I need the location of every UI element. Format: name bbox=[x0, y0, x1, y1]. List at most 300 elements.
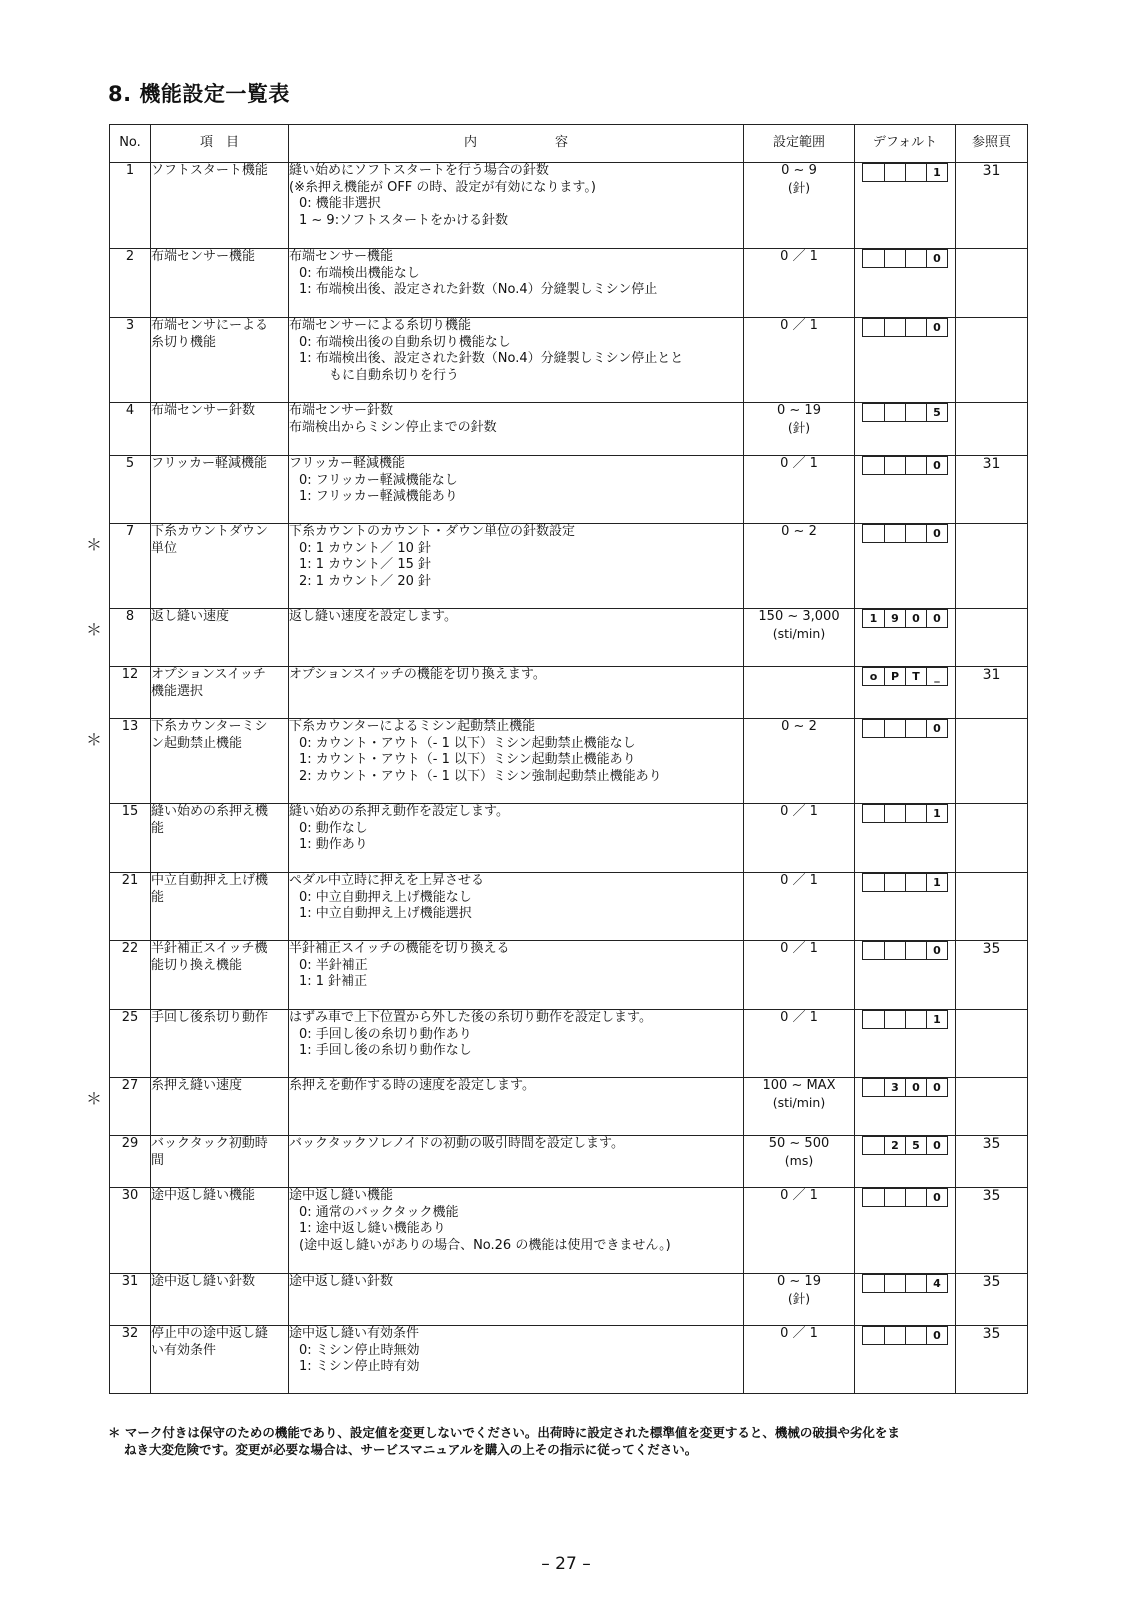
range-line: 0 ／ 1 bbox=[780, 456, 818, 471]
default-display bbox=[862, 667, 948, 686]
content-line: 1: 中立自動押え上げ機能選択 bbox=[299, 906, 472, 921]
item-line: 機能選択 bbox=[151, 683, 204, 699]
row-setting-range bbox=[744, 1136, 855, 1188]
row-content bbox=[289, 403, 744, 456]
content-line: 1: 1 カウント／ 15 針 bbox=[299, 557, 431, 572]
row-default-value bbox=[855, 1326, 956, 1394]
default-display bbox=[862, 804, 948, 823]
content-line: 縫い始めの糸押え動作を設定します。 bbox=[289, 804, 509, 819]
row-default-value bbox=[855, 1010, 956, 1078]
row-default-value bbox=[855, 163, 956, 249]
content-line: 途中返し縫い有効条件 bbox=[289, 1326, 420, 1341]
display-digit bbox=[905, 720, 926, 737]
range-line: 0 ／ 1 bbox=[780, 1010, 818, 1025]
display-digit bbox=[863, 319, 884, 336]
default-display bbox=[862, 318, 948, 337]
row-item-name bbox=[151, 1136, 289, 1188]
default-display bbox=[862, 1326, 948, 1345]
range-line: 0 ／ 1 bbox=[780, 941, 818, 956]
content-line: もに自動糸切りを行う bbox=[329, 367, 460, 383]
row-number: 4 bbox=[110, 403, 151, 456]
table-row bbox=[110, 163, 1028, 249]
row-content bbox=[289, 804, 744, 873]
row-number: 1 bbox=[110, 163, 151, 249]
row-default-value bbox=[855, 941, 956, 1010]
default-display bbox=[862, 719, 948, 738]
display-digit: 0 bbox=[926, 457, 947, 474]
display-digit bbox=[863, 250, 884, 267]
footnote-line-1: ＊ マーク付きは保守のための機能であり、設定値を変更しないでください。出荷時に設定された標準値を変更すると、機械の破損や劣化をま bbox=[108, 1425, 900, 1440]
item-line: 下糸カウントダウン bbox=[151, 524, 269, 539]
range-line: 0 ／ 1 bbox=[780, 1326, 818, 1341]
display-digit bbox=[905, 874, 926, 891]
display-digit: 1 bbox=[926, 1011, 947, 1028]
display-digit: 5 bbox=[905, 1137, 926, 1154]
page-title: 8. 機能設定一覧表 bbox=[108, 82, 290, 106]
content-line: 1: 布端検出後、設定された針数（No.4）分縫製しミシン停止 bbox=[299, 282, 658, 297]
content-line: 0: 動作なし bbox=[299, 820, 368, 836]
table-row bbox=[110, 1010, 1028, 1078]
display-digit bbox=[863, 805, 884, 822]
content-line: 0: 布端検出機能なし bbox=[299, 265, 420, 281]
display-digit: 5 bbox=[926, 404, 947, 421]
item-line: 単位 bbox=[151, 540, 178, 556]
row-default-value bbox=[855, 1136, 956, 1188]
display-digit: 2 bbox=[884, 1137, 905, 1154]
row-number: 2 bbox=[110, 249, 151, 318]
row-item-name bbox=[151, 1078, 289, 1136]
row-content bbox=[289, 249, 744, 318]
item-line: 能 bbox=[151, 889, 165, 905]
item-line: 糸押え縫い速度 bbox=[151, 1078, 243, 1093]
maintenance-star-mark: ＊ bbox=[86, 729, 103, 749]
table-row bbox=[110, 719, 1028, 804]
item-line: 下糸カウンターミシ bbox=[151, 719, 268, 734]
row-content bbox=[289, 1326, 744, 1394]
row-item-name bbox=[151, 667, 289, 719]
item-line: 布端センサー針数 bbox=[151, 403, 256, 418]
content-line: 下糸カウントのカウント・ダウン単位の針数設定 bbox=[289, 524, 576, 539]
content-line: 0: 通常のバックタック機能 bbox=[299, 1204, 459, 1220]
row-content bbox=[289, 719, 744, 804]
table-row bbox=[110, 804, 1028, 873]
content-line: 0: 布端検出後の自動糸切り機能なし bbox=[299, 334, 511, 350]
content-line: (途中返し縫いがありの場合、No.26 の機能は使用できません。) bbox=[299, 1237, 671, 1253]
row-item-name bbox=[151, 804, 289, 873]
maintenance-star-mark: ＊ bbox=[86, 1088, 103, 1108]
content-line: 0: カウント・アウト（- 1 以下）ミシン起動禁止機能なし bbox=[299, 735, 636, 751]
content-line: 2: カウント・アウト（- 1 以下）ミシン強制起動禁止機能あり bbox=[299, 768, 662, 784]
row-item-name bbox=[151, 941, 289, 1010]
row-setting-range bbox=[744, 1326, 855, 1394]
content-line: 1: フリッカー軽減機能あり bbox=[299, 489, 458, 504]
display-digit bbox=[884, 874, 905, 891]
display-digit: 0 bbox=[926, 525, 947, 542]
item-line: 停止中の途中返し縫 bbox=[151, 1326, 269, 1341]
display-digit bbox=[884, 1189, 905, 1206]
row-reference-page bbox=[956, 249, 1028, 318]
display-digit: 0 bbox=[926, 720, 947, 737]
row-content bbox=[289, 1136, 744, 1188]
function-settings-table bbox=[109, 124, 1028, 1394]
row-reference-page bbox=[956, 873, 1028, 941]
display-digit bbox=[884, 805, 905, 822]
row-setting-range bbox=[744, 524, 855, 609]
content-line: 1: 布端検出後、設定された針数（No.4）分縫製しミシン停止とと bbox=[299, 351, 684, 366]
display-digit: 0 bbox=[926, 1189, 947, 1206]
content-line: 1: 動作あり bbox=[299, 837, 368, 852]
default-display bbox=[862, 456, 948, 475]
row-item-name bbox=[151, 1188, 289, 1274]
default-display bbox=[862, 1274, 948, 1293]
item-line: バックタック初動時 bbox=[151, 1136, 268, 1151]
range-line: 0 ／ 1 bbox=[780, 873, 818, 888]
table-row bbox=[110, 456, 1028, 524]
display-digit bbox=[905, 1189, 926, 1206]
row-content bbox=[289, 1010, 744, 1078]
display-digit: _ bbox=[926, 668, 947, 685]
display-digit bbox=[863, 404, 884, 421]
row-default-value bbox=[855, 1274, 956, 1326]
row-item-name bbox=[151, 1326, 289, 1394]
range-line: 150 ~ 3,000 bbox=[758, 609, 840, 624]
display-digit: 0 bbox=[926, 610, 947, 627]
display-digit: T bbox=[905, 668, 926, 685]
row-reference-page: 35 bbox=[956, 1136, 1028, 1188]
row-item-name bbox=[151, 1274, 289, 1326]
item-line: 能 bbox=[151, 820, 165, 836]
display-digit bbox=[863, 1011, 884, 1028]
header-range: 設定範囲 bbox=[744, 125, 855, 163]
display-digit: 0 bbox=[926, 1137, 947, 1154]
table-row bbox=[110, 1136, 1028, 1188]
range-line: (針) bbox=[787, 1290, 811, 1306]
page-number: – 27 – bbox=[541, 1554, 591, 1574]
display-digit bbox=[905, 250, 926, 267]
display-digit bbox=[905, 319, 926, 336]
row-number: 22 bbox=[110, 941, 151, 1010]
row-number: 3 bbox=[110, 318, 151, 403]
row-setting-range bbox=[744, 609, 855, 667]
display-digit: 0 bbox=[905, 1079, 926, 1096]
row-default-value bbox=[855, 524, 956, 609]
range-line: 0 ／ 1 bbox=[780, 249, 818, 264]
display-digit: 0 bbox=[926, 250, 947, 267]
range-line: (sti/min) bbox=[772, 1094, 826, 1110]
row-item-name bbox=[151, 163, 289, 249]
content-line: 布端センサー機能 bbox=[289, 249, 394, 264]
display-digit: o bbox=[869, 670, 878, 683]
content-line: 半針補正スイッチの機能を切り換える bbox=[289, 941, 510, 956]
display-digit bbox=[884, 1275, 905, 1292]
default-display bbox=[862, 403, 948, 422]
content-line: オプションスイッチの機能を切り換えます。 bbox=[289, 667, 546, 682]
range-line: 100 ~ MAX bbox=[762, 1078, 836, 1093]
row-content bbox=[289, 941, 744, 1010]
range-line: 50 ~ 500 bbox=[768, 1136, 830, 1151]
row-default-value bbox=[855, 873, 956, 941]
table-row bbox=[110, 1188, 1028, 1274]
display-digit: 3 bbox=[884, 1079, 905, 1096]
header-item: 項 目 bbox=[151, 125, 289, 163]
content-line: 0: フリッカー軽減機能なし bbox=[299, 472, 458, 488]
row-item-name bbox=[151, 456, 289, 524]
display-digit bbox=[905, 525, 926, 542]
display-digit: 1 bbox=[926, 164, 947, 181]
content-line: 1: ミシン停止時有効 bbox=[299, 1359, 420, 1374]
display-digit bbox=[884, 319, 905, 336]
display-digit bbox=[905, 1275, 926, 1292]
row-setting-range bbox=[744, 456, 855, 524]
row-default-value bbox=[855, 318, 956, 403]
row-number: 25 bbox=[110, 1010, 151, 1078]
row-item-name bbox=[151, 524, 289, 609]
range-line: 0 ~ 2 bbox=[781, 719, 817, 734]
item-line: フリッカー軽減機能 bbox=[151, 456, 267, 471]
row-default-value bbox=[855, 804, 956, 873]
range-line: 0 ／ 1 bbox=[780, 804, 818, 819]
row-item-name bbox=[151, 873, 289, 941]
row-content bbox=[289, 1188, 744, 1274]
row-setting-range bbox=[744, 873, 855, 941]
item-line: 布端センサにーよる bbox=[151, 318, 269, 333]
content-line: はずみ車で上下位置から外した後の糸切り動作を設定します。 bbox=[289, 1010, 652, 1025]
display-digit bbox=[905, 457, 926, 474]
header-ref: 参照頁 bbox=[956, 125, 1028, 163]
row-reference-page bbox=[956, 318, 1028, 403]
display-digit: 1 bbox=[926, 874, 947, 891]
row-reference-page: 35 bbox=[956, 1326, 1028, 1394]
display-digit bbox=[884, 1327, 905, 1344]
row-reference-page bbox=[956, 1010, 1028, 1078]
item-line: 返し縫い速度 bbox=[151, 609, 230, 624]
row-setting-range bbox=[744, 804, 855, 873]
display-digit: 0 bbox=[926, 1327, 947, 1344]
row-default-value bbox=[855, 667, 956, 719]
content-line: 糸押えを動作する時の速度を設定します。 bbox=[289, 1078, 535, 1093]
display-digit bbox=[884, 942, 905, 959]
display-digit: 4 bbox=[926, 1275, 947, 1292]
row-item-name bbox=[151, 318, 289, 403]
default-display bbox=[862, 249, 948, 268]
table-row bbox=[110, 873, 1028, 941]
row-setting-range bbox=[744, 1188, 855, 1274]
header-default: デフォルト bbox=[855, 125, 956, 163]
item-line: 布端センサー機能 bbox=[151, 249, 256, 264]
row-reference-page: 35 bbox=[956, 941, 1028, 1010]
footnote-line-2: ねき大変危険です。変更が必要な場合は、サービスマニュアルを購入の上その指示に従ってください。 bbox=[124, 1442, 698, 1457]
display-digit bbox=[863, 457, 884, 474]
row-reference-page bbox=[956, 609, 1028, 667]
row-content bbox=[289, 456, 744, 524]
row-setting-range bbox=[744, 941, 855, 1010]
row-setting-range bbox=[744, 163, 855, 249]
row-reference-page bbox=[956, 719, 1028, 804]
table-row bbox=[110, 249, 1028, 318]
item-line: 途中返し縫い機能 bbox=[151, 1188, 256, 1203]
row-content bbox=[289, 318, 744, 403]
content-line: フリッカー軽減機能 bbox=[289, 456, 405, 471]
content-line: 布端センサー針数 bbox=[289, 403, 394, 418]
range-line: 0 ~ 19 bbox=[777, 403, 821, 418]
content-line: バックタックソレノイドの初動の吸引時間を設定します。 bbox=[289, 1136, 625, 1151]
content-line: 1: カウント・アウト（- 1 以下）ミシン起動禁止機能あり bbox=[299, 752, 636, 767]
content-line: 0: 手回し後の糸切り動作あり bbox=[299, 1026, 472, 1042]
table-row bbox=[110, 318, 1028, 403]
row-setting-range bbox=[744, 667, 855, 719]
row-number: 13 bbox=[110, 719, 151, 804]
row-content bbox=[289, 524, 744, 609]
display-digit bbox=[905, 404, 926, 421]
item-line: ン起動禁止機能 bbox=[151, 735, 243, 751]
row-reference-page bbox=[956, 804, 1028, 873]
row-reference-page bbox=[956, 403, 1028, 456]
display-digit bbox=[884, 457, 905, 474]
content-line: (※糸押え機能が OFF の時、設定が有効になります。) bbox=[289, 179, 596, 195]
item-line: 糸切り機能 bbox=[151, 334, 217, 350]
display-digit: 0 bbox=[905, 610, 926, 627]
display-digit: 0 bbox=[926, 319, 947, 336]
row-reference-page bbox=[956, 1078, 1028, 1136]
item-line: 途中返し縫い針数 bbox=[151, 1274, 256, 1289]
row-reference-page: 35 bbox=[956, 1274, 1028, 1326]
display-digit bbox=[905, 1327, 926, 1344]
row-number: 32 bbox=[110, 1326, 151, 1394]
display-digit bbox=[863, 942, 884, 959]
row-setting-range bbox=[744, 318, 855, 403]
content-line: 0: 中立自動押え上げ機能なし bbox=[299, 889, 472, 905]
display-digit bbox=[884, 250, 905, 267]
table-row bbox=[110, 667, 1028, 719]
row-number: 15 bbox=[110, 804, 151, 873]
content-line: 下糸カウンターによるミシン起動禁止機能 bbox=[289, 719, 536, 734]
item-line: 縫い始めの糸押え機 bbox=[151, 804, 269, 819]
row-number: 31 bbox=[110, 1274, 151, 1326]
default-display bbox=[862, 1078, 948, 1097]
display-digit bbox=[884, 1011, 905, 1028]
content-line: 1: 途中返し縫い機能あり bbox=[299, 1221, 446, 1236]
range-line: (ms) bbox=[784, 1152, 814, 1168]
row-reference-page: 35 bbox=[956, 1188, 1028, 1274]
row-item-name bbox=[151, 719, 289, 804]
range-line: (sti/min) bbox=[772, 625, 826, 641]
row-default-value bbox=[855, 1078, 956, 1136]
content-line: ペダル中立時に押えを上昇させる bbox=[289, 873, 485, 888]
row-reference-page: 31 bbox=[956, 163, 1028, 249]
content-line: 縫い始めにソフトスタートを行う場合の針数 bbox=[289, 163, 549, 178]
display-digit: 0 bbox=[926, 942, 947, 959]
table-row bbox=[110, 609, 1028, 667]
display-digit bbox=[884, 525, 905, 542]
range-line: 0 ／ 1 bbox=[780, 318, 818, 333]
content-line: 0: 機能非選択 bbox=[299, 196, 381, 211]
default-display bbox=[862, 163, 948, 182]
content-line: 1: 手回し後の糸切り動作なし bbox=[299, 1043, 472, 1058]
display-digit bbox=[884, 404, 905, 421]
row-number: 30 bbox=[110, 1188, 151, 1274]
display-digit bbox=[884, 164, 905, 181]
display-digit bbox=[884, 720, 905, 737]
table-row bbox=[110, 1326, 1028, 1394]
row-reference-page bbox=[956, 524, 1028, 609]
row-content bbox=[289, 667, 744, 719]
display-digit: 1 bbox=[926, 805, 947, 822]
display-digit bbox=[863, 874, 884, 891]
display-digit bbox=[863, 720, 884, 737]
row-setting-range bbox=[744, 249, 855, 318]
range-line: 0 ~ 2 bbox=[781, 524, 817, 539]
row-default-value bbox=[855, 456, 956, 524]
default-display bbox=[862, 941, 948, 960]
row-item-name bbox=[151, 609, 289, 667]
range-line: 0 ／ 1 bbox=[780, 1188, 818, 1203]
display-digit: 0 bbox=[926, 1079, 947, 1096]
row-content bbox=[289, 1274, 744, 1326]
table-row bbox=[110, 403, 1028, 456]
item-line: 能切り換え機能 bbox=[151, 957, 243, 973]
display-digit bbox=[863, 164, 884, 181]
row-default-value bbox=[855, 249, 956, 318]
display-digit bbox=[905, 1011, 926, 1028]
range-line: 0 ~ 19 bbox=[777, 1274, 821, 1289]
display-digit bbox=[863, 1189, 884, 1206]
table-row bbox=[110, 524, 1028, 609]
content-line: 0: 1 カウント／ 10 針 bbox=[299, 540, 431, 556]
row-setting-range bbox=[744, 403, 855, 456]
display-digit bbox=[863, 1079, 884, 1096]
row-reference-page: 31 bbox=[956, 456, 1028, 524]
row-item-name bbox=[151, 1010, 289, 1078]
default-display bbox=[862, 1188, 948, 1207]
item-line: 半針補正スイッチ機 bbox=[151, 941, 268, 956]
row-number: 8 bbox=[110, 609, 151, 667]
table-header-row bbox=[110, 125, 1028, 163]
default-display bbox=[862, 609, 948, 628]
row-number: 7 bbox=[110, 524, 151, 609]
row-number: 27 bbox=[110, 1078, 151, 1136]
content-line: 0: 半針補正 bbox=[299, 957, 368, 973]
default-display bbox=[862, 873, 948, 892]
row-default-value bbox=[855, 719, 956, 804]
item-line: オプションスイッチ bbox=[151, 667, 266, 682]
default-display bbox=[862, 524, 948, 543]
display-digit bbox=[863, 1137, 884, 1154]
row-content bbox=[289, 163, 744, 249]
row-number: 12 bbox=[110, 667, 151, 719]
item-line: ソフトスタート機能 bbox=[151, 163, 268, 178]
item-line: 中立自動押え上げ機 bbox=[151, 873, 269, 888]
row-item-name bbox=[151, 249, 289, 318]
content-line: 布端検出からミシン停止までの針数 bbox=[289, 419, 497, 435]
table-row bbox=[110, 1274, 1028, 1326]
content-line: 1: 1 針補正 bbox=[299, 974, 368, 989]
header-no: No. bbox=[110, 125, 151, 163]
content-line: 途中返し縫い針数 bbox=[289, 1274, 394, 1289]
content-line: 途中返し縫い機能 bbox=[289, 1188, 394, 1203]
row-default-value bbox=[855, 403, 956, 456]
table-row bbox=[110, 941, 1028, 1010]
content-line: 返し縫い速度を設定します。 bbox=[289, 609, 457, 624]
content-line: 0: ミシン停止時無効 bbox=[299, 1342, 420, 1358]
header-content: 内 容 bbox=[289, 125, 744, 163]
row-reference-page: 31 bbox=[956, 667, 1028, 719]
display-digit: 1 bbox=[869, 612, 878, 625]
row-content bbox=[289, 609, 744, 667]
row-setting-range bbox=[744, 719, 855, 804]
content-line: 1 ~ 9:ソフトスタートをかける針数 bbox=[299, 212, 508, 228]
display-digit: P bbox=[884, 668, 905, 685]
row-number: 29 bbox=[110, 1136, 151, 1188]
